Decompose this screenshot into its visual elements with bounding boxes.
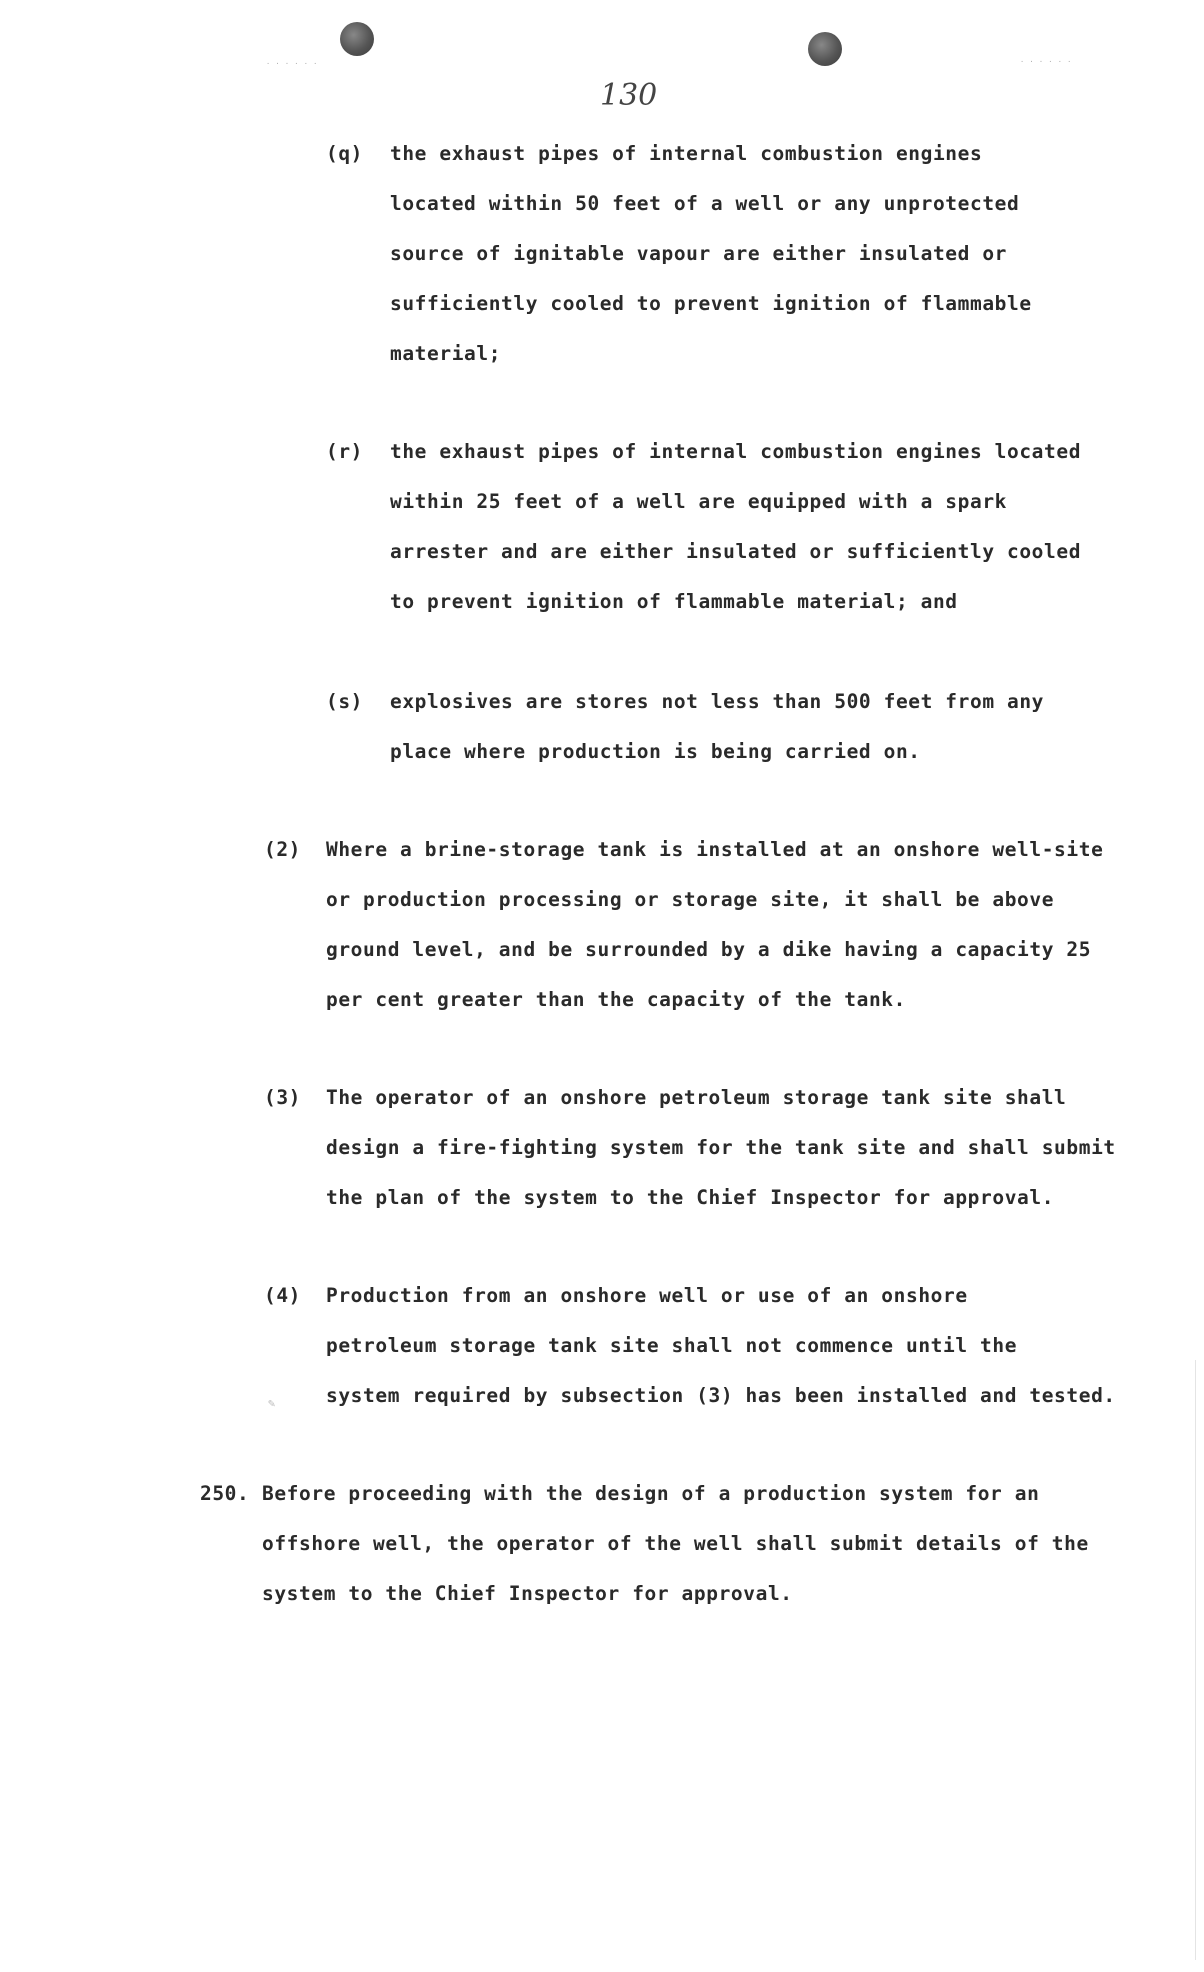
subsection-label-3: (3) — [264, 1086, 302, 1109]
subsection-2-line: Where a brine-storage tank is installed at an onshore well-site — [326, 838, 1104, 861]
clause-r-line: the exhaust pipes of internal combustion engines located — [390, 440, 1082, 463]
clause-s-line: place where production is being carried on. — [390, 740, 921, 763]
clause-q-line: located within 50 feet of a well or any unprotected — [390, 192, 1020, 215]
subsection-3-line: The operator of an onshore petroleum storage tank site shall — [326, 1086, 1067, 1109]
subsection-3-line: design a fire-fighting system for the tank site and shall submit — [326, 1136, 1116, 1159]
subsection-3-line: the plan of the system to the Chief Inspector for approval. — [326, 1186, 1055, 1209]
subsection-2-line: or production processing or storage site, it shall be above — [326, 888, 1055, 911]
clause-r-line: to prevent ignition of flammable material; and — [390, 590, 958, 613]
subsection-4-line: system required by subsection (3) has been installed and tested. — [326, 1384, 1116, 1407]
subsection-2-line: per cent greater than the capacity of the tank. — [326, 988, 906, 1011]
subsection-label-4: (4) — [264, 1284, 302, 1307]
clause-label-r: (r) — [326, 440, 364, 463]
clause-label-q: (q) — [326, 142, 364, 165]
clause-s-line: explosives are stores not less than 500 feet from any — [390, 690, 1045, 713]
header-mark-left: · · · · · · — [266, 60, 318, 68]
clause-label-s: (s) — [326, 690, 364, 713]
clause-q-line: material; — [390, 342, 502, 365]
section-250-line: Before proceeding with the design of a production system for an — [262, 1482, 1040, 1505]
clause-q-line: source of ignitable vapour are either insulated or — [390, 242, 1007, 265]
clause-q-line: sufficiently cooled to prevent ignition of flammable — [390, 292, 1032, 315]
clause-r-line: within 25 feet of a well are equipped with a spark — [390, 490, 1007, 513]
section-label-250: 250. — [200, 1482, 250, 1505]
clause-r-line: arrester and are either insulated or sufficiently cooled — [390, 540, 1082, 563]
page-number: 130 — [600, 78, 658, 113]
punch-hole-right — [808, 32, 842, 66]
section-250-line: system to the Chief Inspector for approval. — [262, 1582, 793, 1605]
clause-q-line: the exhaust pipes of internal combustion engines — [390, 142, 983, 165]
punch-hole-left — [340, 22, 374, 56]
header-mark-right: · · · · · · — [1020, 58, 1072, 66]
page-edge-shadow — [1195, 1360, 1196, 1960]
subsection-label-2: (2) — [264, 838, 302, 861]
subsection-2-line: ground level, and be surrounded by a dike having a capacity 25 — [326, 938, 1092, 961]
section-250-line: offshore well, the operator of the well shall submit details of the — [262, 1532, 1089, 1555]
margin-mark: ✎ — [268, 1396, 276, 1410]
subsection-4-line: petroleum storage tank site shall not commence until the — [326, 1334, 1018, 1357]
subsection-4-line: Production from an onshore well or use of an onshore — [326, 1284, 968, 1307]
